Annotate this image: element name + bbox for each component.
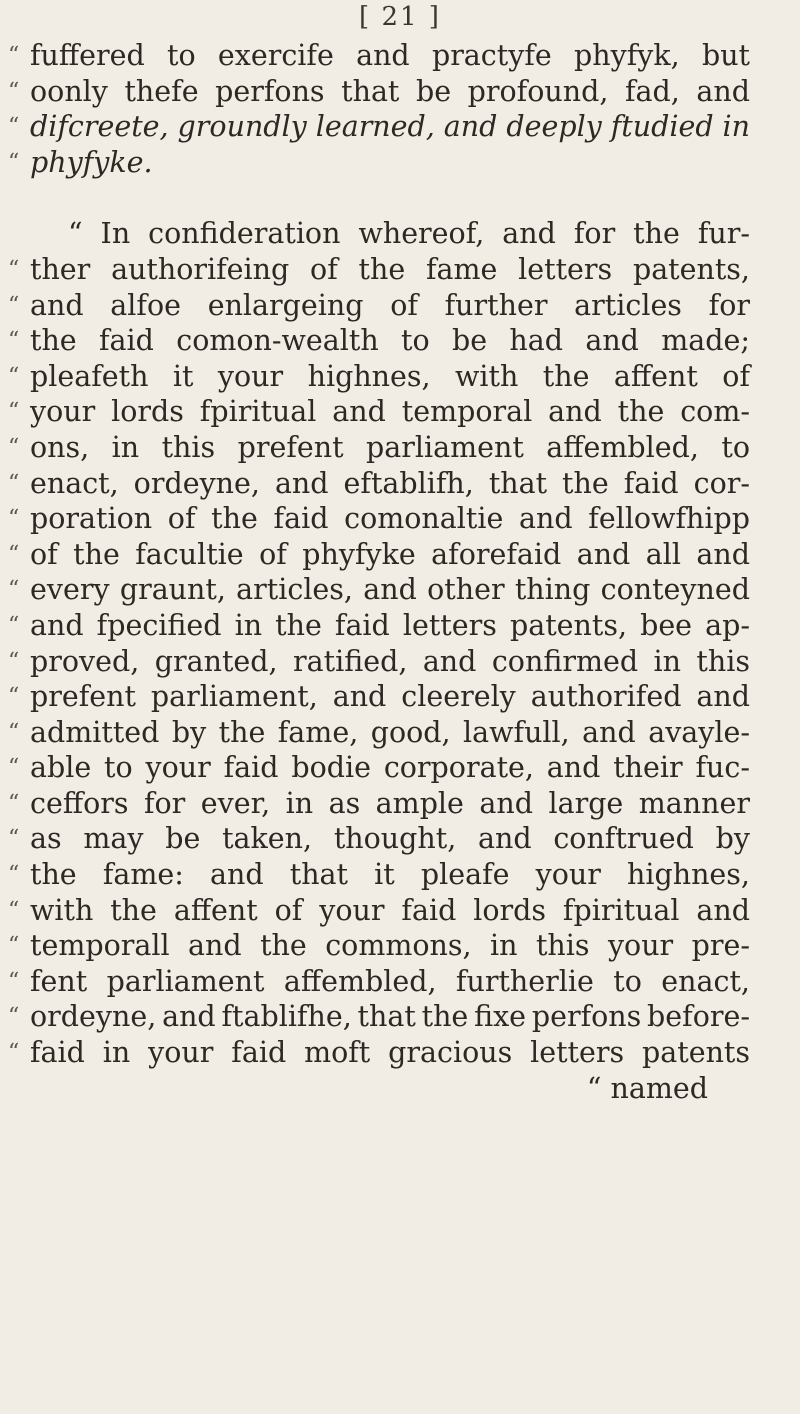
text-line — [8, 857, 750, 893]
body-text — [8, 38, 750, 1106]
text-line — [8, 430, 750, 466]
line-text: ther authorifeing of the fame letters patents, — [30, 252, 750, 286]
text-line — [8, 964, 750, 1000]
line-text: prefent parliament, and cleerely authorifed and — [30, 680, 750, 714]
quote-mark: “ — [8, 1040, 20, 1066]
text-line — [8, 679, 750, 715]
quote-mark: “ — [8, 577, 20, 603]
quote-mark: “ — [8, 149, 20, 175]
quote-mark: “ — [8, 897, 20, 923]
line-text: the fame: and that it pleafe your highnes, — [30, 858, 750, 892]
quote-mark: “ — [8, 684, 20, 710]
quote-mark: “ — [8, 968, 20, 994]
text-line — [8, 1035, 750, 1071]
text-line — [8, 715, 750, 751]
line-text: pleafeth it your highnes, with the affent of — [30, 359, 750, 393]
quote-mark: “ — [8, 78, 20, 104]
text-line — [8, 786, 750, 822]
line-text: faid in your faid moft gracious letters patents — [30, 1036, 750, 1070]
quote-mark: “ — [8, 292, 20, 318]
text-line — [8, 608, 750, 644]
line-text: “ In confideration whereof, and for the fur- — [68, 217, 750, 251]
quote-mark: “ — [8, 826, 20, 852]
quote-mark: “ — [8, 612, 20, 638]
line-text: enact, ordeyne, and eftablifh, that the faid cor- — [30, 466, 750, 500]
line-text: temporall and the commons, in this your pre- — [30, 929, 750, 963]
line-text: fent parliament affembled, furtherlie to enact, — [30, 964, 750, 998]
line-text: your lords fpiritual and temporal and the com- — [30, 395, 750, 429]
line-text: oonly thefe perfons that be profound, fad, and — [30, 74, 750, 108]
text-line — [8, 893, 750, 929]
text-line — [8, 74, 750, 110]
text-line — [8, 821, 750, 857]
line-text: admitted by the fame, good, lawfull, and avayle- — [30, 715, 750, 749]
quote-mark: “ — [8, 114, 20, 140]
quote-mark: “ — [8, 256, 20, 282]
quote-mark: “ — [8, 790, 20, 816]
text-line — [8, 394, 750, 430]
quote-mark: “ — [8, 1004, 20, 1030]
quote-mark: “ — [8, 862, 20, 888]
line-text: ordeyne, and ftablifhe, that the fixe perfons before- — [30, 1000, 750, 1034]
line-text: fuffered to exercife and practyfe phyfyk, but — [30, 39, 750, 72]
line-text: ons, in this prefent parliament affembled, to — [30, 430, 750, 464]
line-text: able to your faid bodie corporate, and their fuc- — [30, 751, 750, 785]
quote-mark: “ — [8, 434, 20, 460]
line-text: the faid comon-wealth to be had and made; — [30, 324, 750, 358]
text-line — [8, 288, 750, 324]
line-text: poration of the faid comonaltie and fellowfhipp — [30, 502, 750, 536]
quote-mark: “ — [8, 933, 20, 959]
quote-mark: “ — [8, 755, 20, 781]
line-text: difcreete, groundly learned, and deeply ftudied in — [30, 110, 750, 144]
text-line — [8, 359, 750, 395]
quote-mark: “ — [8, 541, 20, 567]
line-text: and alfoe enlargeing of further articles for — [30, 288, 750, 322]
quote-mark: “ — [8, 399, 20, 425]
text-line — [8, 323, 750, 359]
line-text: proved, granted, ratified, and confirmed in this — [30, 644, 750, 678]
quote-mark: “ — [8, 719, 20, 745]
text-line — [8, 109, 750, 145]
quote-mark: “ — [8, 648, 20, 674]
quote-mark: “ — [8, 506, 20, 532]
paragraph-gap — [30, 180, 750, 216]
line-text: phyfyke. — [30, 145, 153, 179]
line-text: and fpecified in the faid letters patents, bee ap- — [30, 608, 750, 642]
catchword: “ named — [586, 1071, 708, 1105]
line-text: as may be taken, thought, and conftrued by — [30, 822, 750, 856]
text-line — [8, 928, 750, 964]
text-line — [8, 466, 750, 502]
text-line — [8, 501, 750, 537]
text-line — [8, 572, 750, 608]
text-line — [8, 644, 750, 680]
quote-mark: “ — [8, 43, 20, 68]
text-line — [8, 537, 750, 573]
text-line — [8, 252, 750, 288]
text-line — [8, 38, 750, 74]
text-line — [8, 999, 750, 1035]
page-number: [ 21 ] — [359, 2, 441, 32]
quote-mark: “ — [8, 363, 20, 389]
text-line — [8, 145, 750, 181]
quote-mark: “ — [8, 328, 20, 354]
line-text: of the facultie of phyfyke aforefaid and all and — [30, 537, 750, 571]
text-line — [30, 216, 750, 252]
line-text: with the affent of your faid lords fpiritual and — [30, 893, 750, 927]
line-text: every graunt, articles, and other thing conteyned — [30, 573, 750, 607]
text-line — [8, 750, 750, 786]
line-text: ceffors for ever, in as ample and large manner — [30, 786, 750, 820]
quote-mark: “ — [8, 470, 20, 496]
